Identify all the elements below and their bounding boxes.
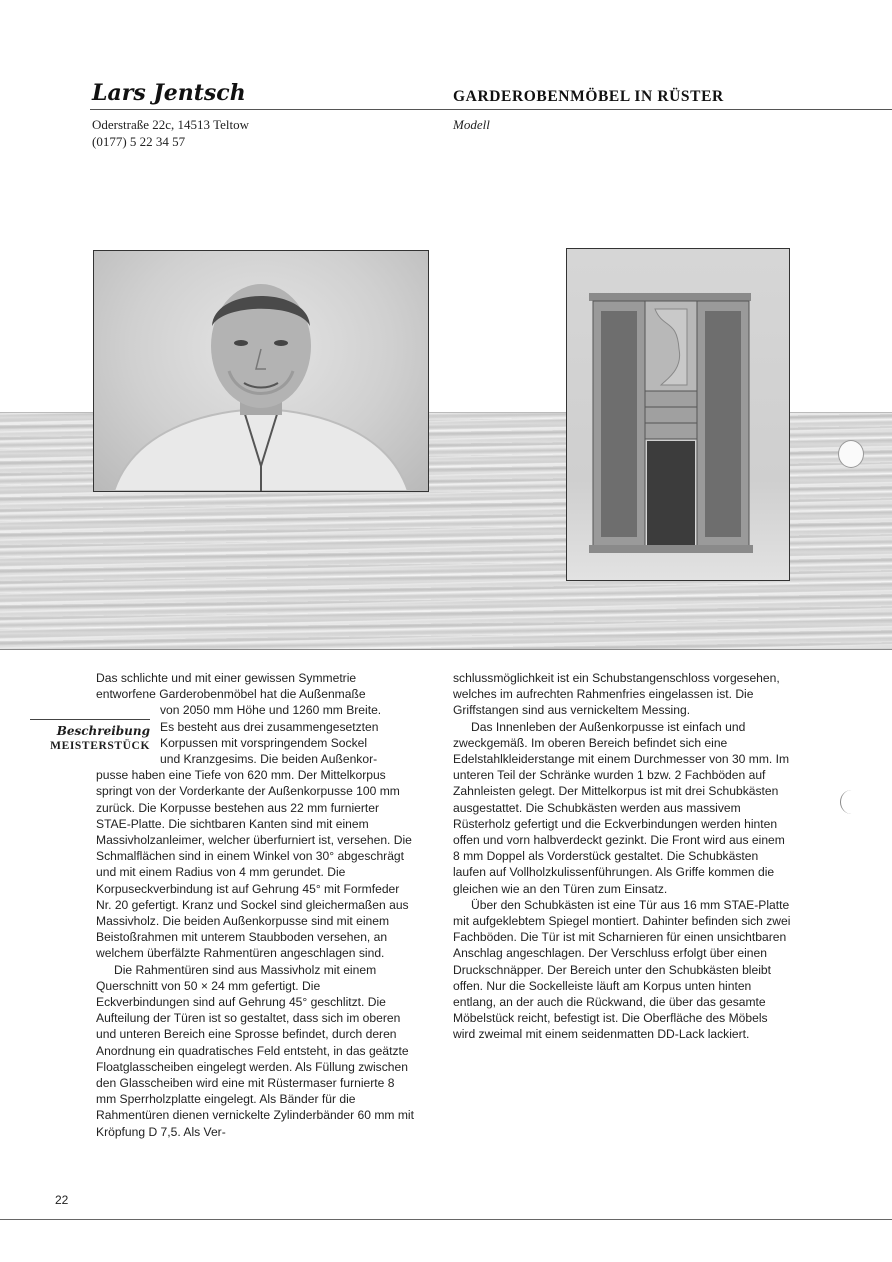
address-phone: (0177) 5 22 34 57 [92, 134, 186, 149]
footer-rule [0, 1219, 892, 1220]
header-rule [90, 109, 892, 110]
paragraph-intro [96, 670, 416, 962]
text-column-right [453, 670, 793, 1043]
piece-subtitle: Modell [453, 117, 490, 132]
portrait-photo [93, 250, 429, 492]
sidebar-label-masterpiece: MEISTERSTÜCK [50, 740, 150, 752]
text-line: entworfene Garderobenmöbel hat die Außenmaße [96, 687, 366, 702]
sidebar-label-description: Beschreibung [56, 724, 150, 738]
text-line: von 2050 mm Höhe und 1260 mm Breite. [160, 703, 382, 718]
paragraph-mirror-door: Über den Schubkästen ist eine Tür aus 16 mm STAE-Platte mit aufgeklebtem Spiegel montiert. Dahinter befinden sich zwei Fachböden. Die Tür ist mit Scharnieren für einen unsichtbaren Anschlag angeschlagen. Der Verschluss erfolgt über einen Druckschnäpper. Der Bereich unter den Schubkästen bleibt offen. Nur die Sockelleiste läuft am Korpus unten hinten entlang, an der auch die Rückwand, die über das gesamte Möbelstück reicht, befestigt ist. Die Oberfläche des Möbels wird zweimal mit einem seidenmatten DD-Lack lackiert. [453, 897, 791, 1042]
text-line: Es besteht aus drei zusammengesetzten [160, 719, 379, 734]
text-line: und Kranzgesims. Die beiden Außenkor- [160, 752, 378, 767]
piece-title: GARDEROBENMÖBEL IN RÜSTER [453, 88, 724, 105]
paragraph-interior: Das Innenleben der Außenkorpusse ist einfach und zweckgemäß. Im oberen Bereich befindet sich eine Edelstahlkleiderstange mit einem Durchmesser von 30 mm. Im unteren Teil der Schränke wurden 1 bzw. 2 Fachböden auf Zahnleisten gelegt. Der Mittelkorpus ist mit drei Schubkästen ausgestattet. Die Schubkästen werden aus massivem Rüsterholz gefertigt und die Eckverbindungen werden hinten offen und vorn halbverdeckt gezinkt. Die Front wird aus einem 8 mm Doppel als Vorderstück gestaltet. Die Schubkästen laufen auf Vollholzkulissenführungen. Als Griffe kommen die gleichen wie an den Türen zum Einsatz. [453, 719, 790, 896]
text-line: Das schlichte und mit einer gewissen Symmetrie [96, 671, 357, 685]
knot-hole [838, 440, 864, 468]
page-number: 22 [55, 1193, 69, 1207]
author-address [92, 116, 249, 150]
portrait-illustration [94, 251, 428, 491]
paragraph-intro-rest: pusse haben eine Tiefe von 620 mm. Der Mittelkorpus springt von der Vorderkante der Außenkorpusse 100 mm zurück. Die Korpusse bestehen aus 22 mm furnierter STAE-Platte. Die sichtbaren Kanten sind mit einem Massivholzanleimer, welcher überfurniert ist, versehen. Die Schmalflächen sind in einem Winkel von 30° abgeschrägt und mit einem Radius von 4 mm gerundet. Die Korpuseckverbindung ist auf Gehrung 45° mit Formfeder Nr. 20 gefertigt. Kranz und Sockel sind gleichermaßen aus Massivholz. Die beiden Außenkorpusse sind mit einem Beistoßrahmen mit unterem Staubboden versehen, an welchem überfälzte Rahmentüren angeschlagen sind. [96, 768, 412, 961]
text-column-left [96, 670, 416, 1140]
wardrobe-illustration [567, 249, 789, 580]
paragraph-lock: schlussmöglichkeit ist ein Schubstangenschloss vorgesehen, welches im aufrechten Rahmenfries eingelassen ist. Die Griffstangen sind aus vernickeltem Messing. [453, 671, 780, 718]
paragraph-doors: Die Rahmentüren sind aus Massivholz mit einem Querschnitt von 50 × 24 mm gefertigt. Die Eckverbindungen sind auf Gehrung 45° geschlitzt. Die Aufteilung der Türen ist so gestaltet, dass sich im oberen und unteren Bereich eine Sprosse befindet, durch deren Anordnung ein quadratisches Feld entsteht, in das geätzte Floatglasscheiben eingelegt werden. Als Füllung zwischen den Glasscheiben wird eine mit Rüstermaser furnierte 8 mm Sperrholzplatte eingelegt. Als Bänder für die Rahmentüren dienen vernickelte Zylinderbänder 60 mm mit Kröpfung D 7,5. Als Ver- [96, 962, 414, 1139]
address-street: Oderstraße 22c, 14513 Teltow [92, 117, 249, 132]
punch-hole-mark [840, 790, 863, 814]
text-line: Korpussen mit vorspringendem Sockel [160, 735, 368, 750]
wardrobe-photo [566, 248, 790, 581]
author-name: Lars Jentsch [92, 80, 246, 106]
